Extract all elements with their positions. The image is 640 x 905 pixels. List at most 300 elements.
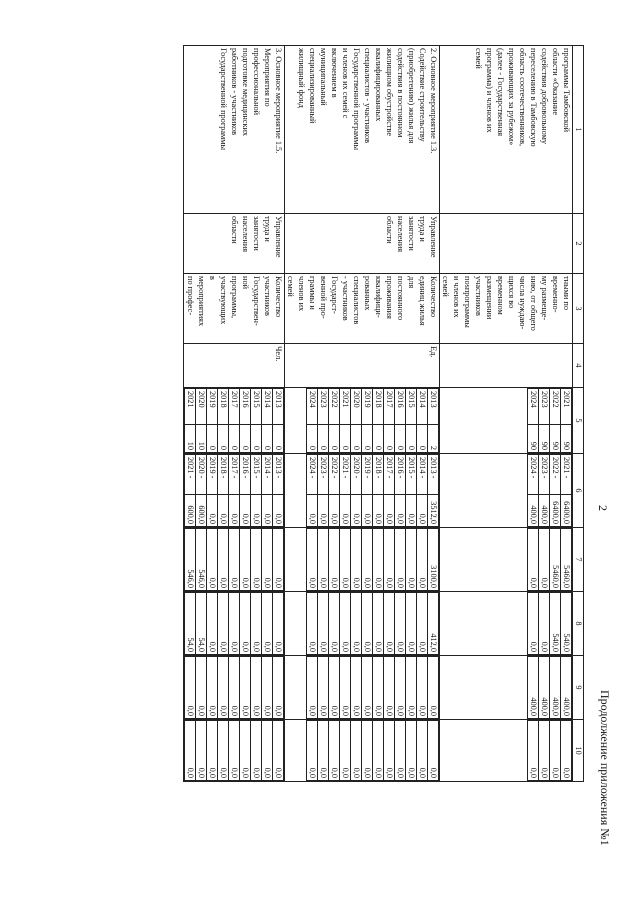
amount-value: 0,0 xyxy=(307,721,318,781)
year-label: 2016 - xyxy=(395,455,406,495)
row-col2-cell xyxy=(285,214,440,274)
sub-row xyxy=(251,529,262,591)
sub-row xyxy=(185,529,196,591)
year-label: 2014 xyxy=(262,389,273,425)
amount-subtable xyxy=(527,720,572,781)
sub-row xyxy=(373,721,384,781)
sub-row xyxy=(196,389,207,453)
sub-row xyxy=(539,657,550,719)
year-label: 2024 - xyxy=(307,455,318,495)
amount-value: 0,0 xyxy=(229,593,240,655)
cell-text: Управление труда и занятости населения области xyxy=(385,216,438,258)
sub-row xyxy=(384,389,395,453)
amount-value: 0,0 xyxy=(207,529,218,591)
amount-value: 0,0 xyxy=(539,593,550,655)
sub-row xyxy=(395,389,406,453)
amount-value: 0,0 xyxy=(218,593,229,655)
sub-row xyxy=(307,721,318,781)
sub-row xyxy=(273,455,284,527)
year-label: 2023 xyxy=(318,389,329,425)
sub-row xyxy=(340,721,351,781)
amount-value: 400,0 xyxy=(528,657,539,719)
amount-value: 0,0 xyxy=(406,593,417,655)
sub-row xyxy=(251,657,262,719)
year-label: 2013 - xyxy=(273,455,284,495)
amount-value: 0,0 xyxy=(196,721,207,781)
year-value-cell xyxy=(285,388,440,454)
year-label: 2023 xyxy=(539,389,550,425)
amount-value: 0,0 xyxy=(340,721,351,781)
sub-row xyxy=(262,455,273,527)
table-row xyxy=(285,46,440,782)
year-value: 0 xyxy=(218,424,229,452)
amount-value: 0,0 xyxy=(340,657,351,719)
amount-value: 540,0 xyxy=(561,593,572,655)
sub-row xyxy=(550,455,561,527)
amount-cell xyxy=(184,656,285,720)
year-label: 2017 - xyxy=(384,455,395,495)
header-cell: 6 xyxy=(573,454,584,528)
year-label: 2018 xyxy=(373,389,384,425)
amount-value: 0,0 xyxy=(373,657,384,719)
amount-value: 0,0 xyxy=(362,593,373,655)
header-cell: 10 xyxy=(573,720,584,782)
year-value: 0,0 xyxy=(329,494,340,526)
sub-row xyxy=(539,721,550,781)
sub-row xyxy=(262,389,273,453)
sub-row xyxy=(362,593,373,655)
amount-cell xyxy=(285,528,440,592)
amount-value: 0,0 xyxy=(251,529,262,591)
year-label: 2022 - xyxy=(329,455,340,495)
amount-value: 0,0 xyxy=(528,721,539,781)
header-cell: 4 xyxy=(573,344,584,388)
sub-row xyxy=(318,455,329,527)
amount-value: 0,0 xyxy=(318,657,329,719)
sub-row xyxy=(262,657,273,719)
sub-row xyxy=(218,721,229,781)
sub-row xyxy=(362,529,373,591)
sub-row xyxy=(351,593,362,655)
year-value: 0,0 xyxy=(218,494,229,526)
amount-value: 0,0 xyxy=(240,721,251,781)
sub-row xyxy=(307,389,318,453)
amount-value: 5460,0 xyxy=(561,529,572,591)
amount-value: 0,0 xyxy=(340,529,351,591)
sub-row xyxy=(229,389,240,453)
year-value: 0,0 xyxy=(384,494,395,526)
year-value: 0 xyxy=(417,424,428,452)
amount-subtable xyxy=(184,528,284,591)
row-col2-cell xyxy=(184,214,285,274)
sub-row xyxy=(218,657,229,719)
sub-row xyxy=(528,721,539,781)
year-value: 0,0 xyxy=(251,494,262,526)
row-col3-cell xyxy=(184,274,285,344)
year-value: 0,0 xyxy=(362,494,373,526)
sub-row xyxy=(428,593,439,655)
sub-row xyxy=(550,593,561,655)
sub-row xyxy=(417,389,428,453)
amount-subtable xyxy=(184,720,284,781)
cell-text: тными по временно- му размеще- нию, от общего числа нуждаю- щихся во временном размещении участников поsпрограммы и членов их семей xyxy=(441,276,571,331)
year-value: 0 xyxy=(229,424,240,452)
sub-row xyxy=(218,455,229,527)
amount-value: 0,0 xyxy=(406,529,417,591)
amount-value: 0,0 xyxy=(395,657,406,719)
year-value: 600,0 xyxy=(185,494,196,526)
amount-value: 0,0 xyxy=(528,529,539,591)
year-label: 2021 xyxy=(185,389,196,425)
amount-cell xyxy=(184,592,285,656)
sub-row xyxy=(340,529,351,591)
year-value: 90 xyxy=(550,424,561,452)
amount-value: 0,0 xyxy=(329,721,340,781)
amount-value: 540,0 xyxy=(550,593,561,655)
sub-row xyxy=(539,529,550,591)
amount-value: 0,0 xyxy=(561,721,572,781)
year-value: 6400,0 xyxy=(550,494,561,526)
amount-value: 0,0 xyxy=(251,593,262,655)
amount-value: 0,0 xyxy=(384,721,395,781)
amount-value: 0,0 xyxy=(528,593,539,655)
amount-value: 54,0 xyxy=(196,593,207,655)
year-value-subtable xyxy=(184,454,284,527)
continuation-title: Продолжение приложения №1 xyxy=(598,690,612,846)
sub-row xyxy=(561,657,572,719)
year-label: 2020 - xyxy=(196,455,207,495)
amount-value: 0,0 xyxy=(428,721,439,781)
sub-row xyxy=(229,657,240,719)
year-label: 2024 xyxy=(528,389,539,425)
year-label: 2024 xyxy=(307,389,318,425)
year-value: 0 xyxy=(318,424,329,452)
sub-row xyxy=(373,529,384,591)
year-value: 0,0 xyxy=(207,494,218,526)
sub-row xyxy=(528,529,539,591)
sub-row xyxy=(384,721,395,781)
amount-subtable xyxy=(184,656,284,719)
amount-value: 0,0 xyxy=(395,721,406,781)
amount-subtable xyxy=(527,528,572,591)
year-label: 2022 xyxy=(550,389,561,425)
sub-row xyxy=(362,455,373,527)
sub-row xyxy=(262,529,273,591)
year-label: 2023 - xyxy=(539,455,550,495)
year-value-subtable xyxy=(306,388,439,453)
sub-row xyxy=(561,455,572,527)
amount-value: 0,0 xyxy=(406,657,417,719)
sub-row xyxy=(240,455,251,527)
year-value: 0,0 xyxy=(395,494,406,526)
amount-value: 0,0 xyxy=(373,529,384,591)
cell-text: Управление труда и занятости населения области xyxy=(230,216,283,258)
amount-subtable xyxy=(527,592,572,655)
sub-row xyxy=(240,657,251,719)
cell-text: Количество участников Государствен- ной программы, участвующих в мероприятиях по профес- xyxy=(186,276,283,327)
amount-cell xyxy=(440,656,573,720)
sub-row xyxy=(406,529,417,591)
year-label: 2023 - xyxy=(318,455,329,495)
amount-value: 0,0 xyxy=(340,593,351,655)
year-label: 2022 - xyxy=(550,455,561,495)
header-cell: 5 xyxy=(573,388,584,454)
sub-row xyxy=(406,455,417,527)
amount-cell xyxy=(285,656,440,720)
sub-row xyxy=(329,389,340,453)
amount-value: 0,0 xyxy=(218,657,229,719)
sub-row xyxy=(262,721,273,781)
header-cell: 9 xyxy=(573,656,584,720)
amount-value: 0,0 xyxy=(351,657,362,719)
sub-row xyxy=(307,529,318,591)
sub-row xyxy=(318,389,329,453)
sub-row xyxy=(417,593,428,655)
year-label: 2017 xyxy=(384,389,395,425)
sub-row xyxy=(240,529,251,591)
cell-text: Количество единиц жилья для постоянного проживания квалифици- рованных специалистов - участников Государст- венной про- граммы и членов их семей xyxy=(286,276,438,326)
sub-row xyxy=(196,455,207,527)
cell-text: 3. Основное мероприятие 1.5. Мероприятия по профессиональной подготовке медицинских работников - участников Государственной программы xyxy=(219,48,283,154)
sub-row xyxy=(251,389,262,453)
year-value: 90 xyxy=(539,424,550,452)
sub-row xyxy=(395,455,406,527)
year-label: 2015 xyxy=(251,389,262,425)
year-value: 2 xyxy=(428,424,439,452)
amount-value: 5460,0 xyxy=(550,529,561,591)
sub-row xyxy=(340,455,351,527)
sub-row xyxy=(550,389,561,453)
year-label: 2017 - xyxy=(229,455,240,495)
year-value: 0 xyxy=(373,424,384,452)
sub-row xyxy=(207,657,218,719)
year-label: 2021 xyxy=(561,389,572,425)
year-value: 0 xyxy=(329,424,340,452)
year-label: 2024 - xyxy=(528,455,539,495)
amount-value: 0,0 xyxy=(318,721,329,781)
amount-cell xyxy=(440,528,573,592)
amount-value: 0,0 xyxy=(207,657,218,719)
year-label: 2018 xyxy=(218,389,229,425)
sub-row xyxy=(240,593,251,655)
sub-row xyxy=(417,657,428,719)
year-value: 0 xyxy=(351,424,362,452)
amount-value: 0,0 xyxy=(417,593,428,655)
amount-value: 0,0 xyxy=(218,529,229,591)
amount-value: 0,0 xyxy=(262,657,273,719)
sub-row xyxy=(373,657,384,719)
row-col1-cell xyxy=(184,46,285,214)
sub-row xyxy=(539,593,550,655)
page-number: 2 xyxy=(596,505,610,511)
amount-value: 0,0 xyxy=(196,657,207,719)
year-label: 2020 xyxy=(351,389,362,425)
amount-value: 0,0 xyxy=(307,657,318,719)
amount-value: 0,0 xyxy=(273,657,284,719)
amount-value: 0,0 xyxy=(318,529,329,591)
year-value: 0 xyxy=(273,424,284,452)
year-value-cell xyxy=(184,454,285,528)
sub-row xyxy=(351,455,362,527)
amount-value: 0,0 xyxy=(395,593,406,655)
year-label: 2016 - xyxy=(240,455,251,495)
year-value: 0 xyxy=(384,424,395,452)
amount-value: 0,0 xyxy=(262,593,273,655)
amount-value: 546,0 xyxy=(185,529,196,591)
year-label: 2018 - xyxy=(373,455,384,495)
year-value: 400,0 xyxy=(539,494,550,526)
amount-value: 0,0 xyxy=(384,593,395,655)
amount-value: 0,0 xyxy=(373,721,384,781)
sub-row xyxy=(362,721,373,781)
header-cell: 2 xyxy=(573,214,584,274)
year-value: 400,0 xyxy=(528,494,539,526)
sub-row xyxy=(273,529,284,591)
year-label: 2021 xyxy=(340,389,351,425)
sub-row xyxy=(318,721,329,781)
amount-subtable xyxy=(306,528,439,591)
amount-value: 0,0 xyxy=(240,657,251,719)
amount-value: 0,0 xyxy=(307,593,318,655)
amount-value: 0,0 xyxy=(273,721,284,781)
cell-text: 2. Основное мероприятие 1.3. Содействие строительству (приобретению) жилья для содействия в постоянном жилищном обустройстве квалифицированных специалистов - участников Государственной программы и членов их семей с включением в муниципальный специализированный жилищный фонд xyxy=(297,48,438,154)
row-col4-cell xyxy=(440,344,573,388)
sub-row xyxy=(406,593,417,655)
sub-row xyxy=(229,455,240,527)
year-value: 600,0 xyxy=(196,494,207,526)
amount-cell xyxy=(285,592,440,656)
amount-cell xyxy=(440,720,573,782)
amount-subtable xyxy=(306,720,439,781)
sub-row xyxy=(406,657,417,719)
sub-row xyxy=(273,593,284,655)
amount-value: 0,0 xyxy=(240,529,251,591)
row-col4-cell xyxy=(184,344,285,388)
sub-row xyxy=(273,721,284,781)
sub-row xyxy=(185,455,196,527)
header-cell: 1 xyxy=(573,46,584,214)
year-label: 2019 xyxy=(362,389,373,425)
row-col1-cell xyxy=(440,46,573,214)
sub-row xyxy=(406,721,417,781)
year-label: 2020 - xyxy=(351,455,362,495)
amount-value: 0,0 xyxy=(273,593,284,655)
sub-row xyxy=(329,593,340,655)
table-row xyxy=(440,46,573,782)
year-value: 0,0 xyxy=(406,494,417,526)
amount-value: 0,0 xyxy=(207,593,218,655)
amount-value: 0,0 xyxy=(229,721,240,781)
amount-value: 0,0 xyxy=(539,529,550,591)
sub-row xyxy=(196,593,207,655)
row-col4-cell xyxy=(285,344,440,388)
sub-row xyxy=(428,389,439,453)
amount-value: 400,0 xyxy=(550,657,561,719)
sub-row xyxy=(351,389,362,453)
amount-value: 0,0 xyxy=(406,721,417,781)
amount-value: 0,0 xyxy=(251,657,262,719)
sub-row xyxy=(373,455,384,527)
year-label: 2018 - xyxy=(218,455,229,495)
amount-cell xyxy=(285,720,440,782)
sub-row xyxy=(207,389,218,453)
sub-row xyxy=(207,721,218,781)
year-value: 0,0 xyxy=(273,494,284,526)
year-label: 2017 xyxy=(229,389,240,425)
amount-value: 0,0 xyxy=(395,529,406,591)
amount-value: 0,0 xyxy=(307,529,318,591)
sub-row xyxy=(528,657,539,719)
sub-row xyxy=(207,455,218,527)
row-col1-cell xyxy=(285,46,440,214)
amount-value: 0,0 xyxy=(417,721,428,781)
amount-subtable xyxy=(184,592,284,655)
row-col3-cell xyxy=(440,274,573,344)
sub-row xyxy=(329,455,340,527)
amount-value: 0,0 xyxy=(362,529,373,591)
amount-value: 0,0 xyxy=(229,657,240,719)
header-cell: 7 xyxy=(573,528,584,592)
sub-row xyxy=(318,593,329,655)
amount-value: 0,0 xyxy=(318,593,329,655)
sub-row xyxy=(185,593,196,655)
year-value: 0,0 xyxy=(229,494,240,526)
year-value: 0,0 xyxy=(262,494,273,526)
sub-row xyxy=(262,593,273,655)
year-value: 0 xyxy=(340,424,351,452)
sub-row xyxy=(373,389,384,453)
sub-row xyxy=(207,593,218,655)
amount-value: 0,0 xyxy=(329,657,340,719)
year-value: 0 xyxy=(362,424,373,452)
year-label: 2016 xyxy=(395,389,406,425)
amount-subtable xyxy=(306,656,439,719)
sub-row xyxy=(384,593,395,655)
sub-row xyxy=(273,389,284,453)
sub-row xyxy=(373,593,384,655)
sub-row xyxy=(218,529,229,591)
sub-row xyxy=(329,529,340,591)
year-value-cell xyxy=(184,388,285,454)
year-label: 2014 - xyxy=(417,455,428,495)
year-value: 0,0 xyxy=(318,494,329,526)
header-row xyxy=(573,46,584,782)
amount-value: 0,0 xyxy=(329,529,340,591)
sub-row xyxy=(528,455,539,527)
table-row xyxy=(184,46,285,782)
sub-row xyxy=(428,657,439,719)
amount-value: 0,0 xyxy=(539,721,550,781)
amount-value: 0,0 xyxy=(373,593,384,655)
sub-row xyxy=(550,721,561,781)
year-value-cell xyxy=(285,454,440,528)
amount-value: 54,0 xyxy=(185,593,196,655)
row-col3-cell xyxy=(285,274,440,344)
amount-value: 400,0 xyxy=(561,657,572,719)
sub-row xyxy=(307,455,318,527)
year-label: 2013 xyxy=(273,389,284,425)
sub-row xyxy=(362,657,373,719)
year-label: 2021 - xyxy=(340,455,351,495)
sub-row xyxy=(351,657,362,719)
year-label: 2013 - xyxy=(428,455,439,495)
sub-row xyxy=(185,389,196,453)
sub-row xyxy=(539,389,550,453)
amount-value: 0,0 xyxy=(185,657,196,719)
sub-row xyxy=(196,529,207,591)
sub-row xyxy=(251,721,262,781)
year-value: 6400,0 xyxy=(561,494,572,526)
